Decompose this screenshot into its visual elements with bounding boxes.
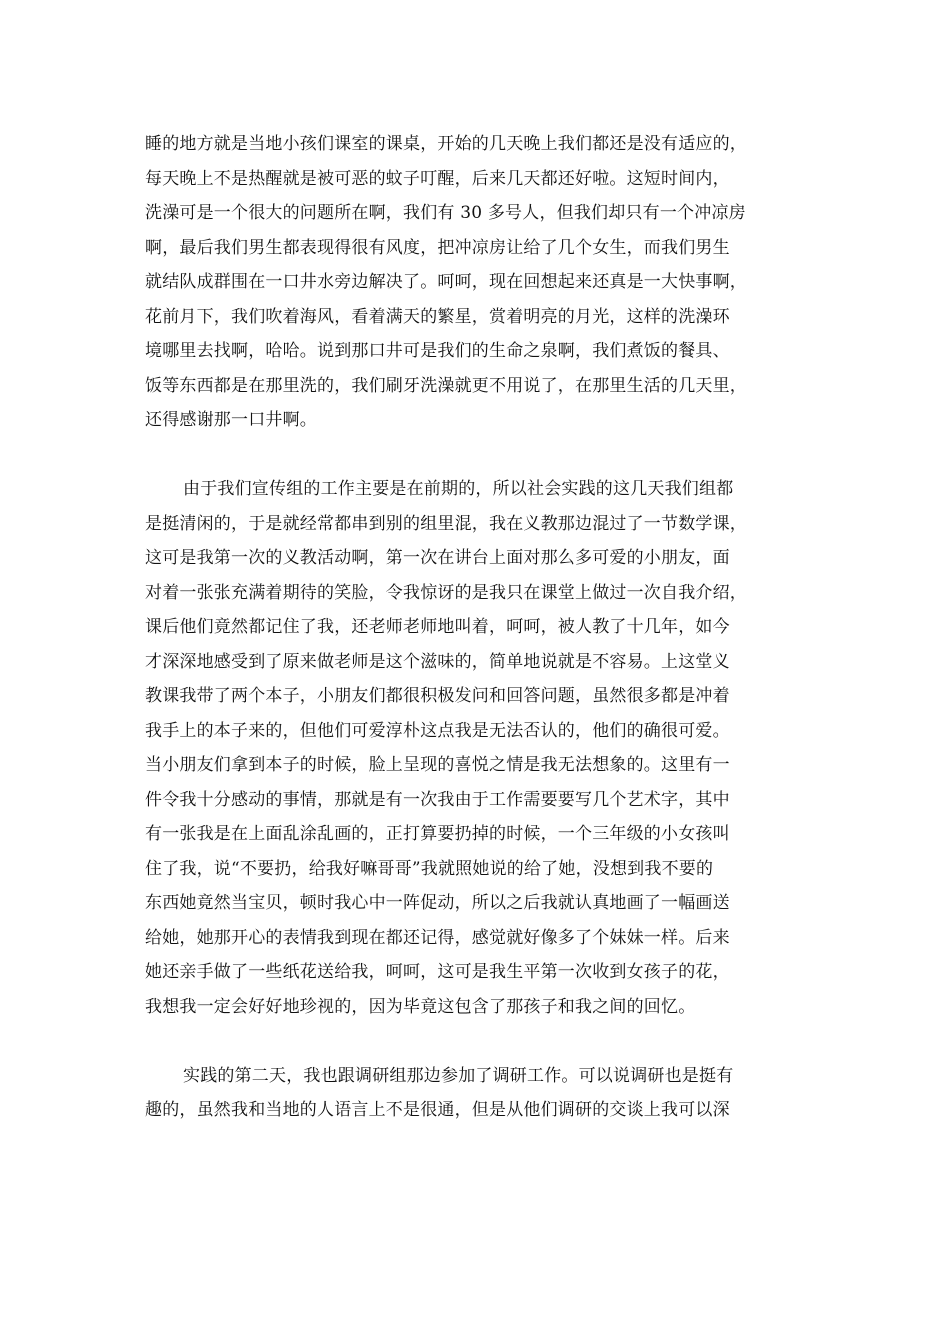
paragraph-line: 还得感谢那一口井啊。	[145, 410, 317, 430]
paragraph-3	[145, 1059, 810, 1128]
paragraph-line: 给她，她那开心的表情我到现在都还记得，感觉就好像多了个妹妹一样。后来	[145, 927, 730, 948]
paragraph-line: 每天晚上不是热醒就是被可恶的蚊子叮醒，后来几天都还好啦。这短时间内，	[145, 168, 730, 189]
document-body	[145, 127, 810, 1128]
paragraph-line: 教课我带了两个本子，小朋友们都很积极发问和回答问题，虽然很多都是冲着	[145, 686, 730, 706]
paragraph-line: 我想我一定会好好地珍视的，因为毕竟这包含了那孩子和我之间的回忆。	[145, 996, 696, 1017]
paragraph-line: 我手上的本子来的，但他们可爱淳朴这点我是无法否认的，他们的确很可爱。	[145, 720, 730, 741]
paragraph-line: 啊，最后我们男生都表现得很有风度，把冲凉房让给了几个女生，而我们男生	[145, 237, 730, 258]
paragraph-line: 才深深地感受到了原来做老师是这个滋味的，简单地说就是不容易。上这堂义	[145, 651, 730, 672]
paragraph-line: 由于我们宣传组的工作主要是在前期的，所以社会实践的这几天我们组都	[183, 479, 734, 499]
paragraph-line: 当小朋友们拿到本子的时候，脸上呈现的喜悦之情是我无法想象的。这里有一	[145, 755, 730, 775]
paragraph-line: 睡的地方就是当地小孩们课室的课桌，开始的几天晚上我们都还是没有适应的，	[145, 134, 747, 154]
paragraph-line: 趣的，虽然我和当地的人语言上不是很通，但是从他们调研的交谈上我可以深	[145, 1100, 730, 1120]
paragraph-line: 花前月下，我们吹着海风，看着满天的繁星，赏着明亮的月光，这样的洗澡环	[145, 306, 730, 327]
paragraph-1	[145, 127, 810, 438]
paragraph-line: 她还亲手做了一些纸花送给我，呵呵，这可是我生平第一次收到女孩子的花，	[145, 962, 730, 982]
paragraph-line: 对着一张张充满着期待的笑脸，令我惊讶的是我只在课堂上做过一次自我介绍，	[145, 582, 747, 603]
paragraph-line: 饭等东西都是在那里洗的，我们刷牙洗澡就更不用说了，在那里生活的几天里，	[145, 375, 747, 396]
paragraph-line: 这可是我第一次的义教活动啊，第一次在讲台上面对那么多可爱的小朋友，面	[145, 548, 730, 568]
paragraph-spacer	[145, 1024, 810, 1059]
paragraph-line: 件令我十分感动的事情，那就是有一次我由于工作需要要写几个艺术字，其中	[145, 789, 730, 810]
paragraph-2	[145, 472, 810, 1024]
paragraph-line: 实践的第二天，我也跟调研组那边参加了调研工作。可以说调研也是挺有	[183, 1065, 734, 1086]
paragraph-line: 是挺清闲的，于是就经常都串到别的组里混，我在义教那边混过了一节数学课，	[145, 513, 747, 534]
paragraph-line: 境哪里去找啊，哈哈。说到那口井可是我们的生命之泉啊，我们煮饭的餐具、	[145, 341, 730, 361]
paragraph-line: 有一张我是在上面乱涂乱画的，正打算要扔掉的时候，一个三年级的小女孩叫	[145, 824, 730, 844]
paragraph-line: 东西她竟然当宝贝，顿时我心中一阵促动，所以之后我就认真地画了一幅画送	[145, 893, 730, 913]
paragraph-line: 课后他们竟然都记住了我，还老师老师地叫着，呵呵，被人教了十几年，如今	[145, 617, 730, 637]
paragraph-line: 就结队成群围在一口井水旁边解决了。呵呵，现在回想起来还真是一大快事啊，	[145, 272, 747, 292]
paragraph-spacer	[145, 438, 810, 473]
paragraph-line: 洗澡可是一个很大的问题所在啊，我们有 30 多号人，但我们却只有一个冲凉房	[145, 203, 746, 223]
paragraph-line: 住了我，说“不要扔，给我好嘛哥哥”我就照她说的给了她，没想到我不要的	[145, 858, 714, 879]
